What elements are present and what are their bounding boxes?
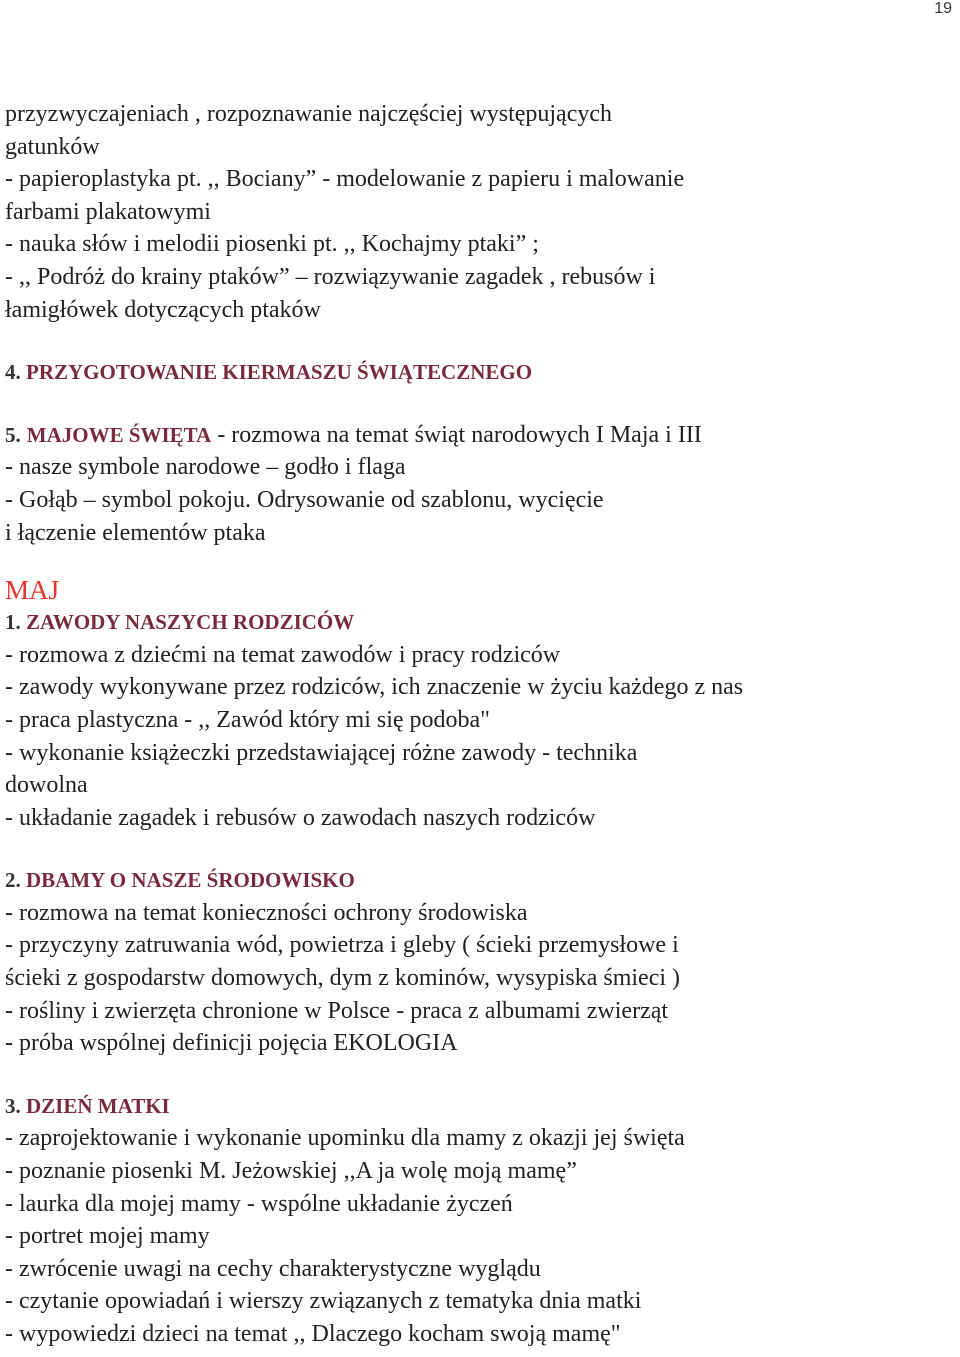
text-line: - laurka dla mojej mamy - wspólne układanie życzeń <box>5 1190 513 1217</box>
section-title: MAJOWE ŚWIĘTA <box>26 422 212 447</box>
section-heading <box>5 864 945 897</box>
section-heading <box>5 606 945 639</box>
section-number: 4. <box>5 360 21 385</box>
text-line: - papieroplastyka pt. ,, Bociany” - modelowanie z papieru i malowanie <box>5 166 685 193</box>
text-line: - rozmowa na temat konieczności ochrony środowiska <box>5 899 528 926</box>
text-line: dowolna <box>5 772 88 799</box>
section-number: 2. <box>5 868 21 893</box>
section-5-heading <box>5 419 945 452</box>
text-line: - zawody wykonywane przez rodziców, ich znaczenie w życiu każdego z nas <box>5 674 744 701</box>
text-line: - nauka słów i melodii piosenki pt. ,, Kochajmy ptaki” ; <box>5 231 539 258</box>
text-line: - wypowiedzi dzieci na temat ,, Dlaczego kocham swoją mamę" <box>5 1321 621 1347</box>
text-line: - wykonanie książeczki przedstawiającej różne zawody - technika <box>5 739 638 766</box>
section-title: DZIEŃ MATKI <box>26 1093 170 1118</box>
section-4-heading <box>5 356 945 389</box>
document-body <box>5 98 945 1351</box>
section-title: ZAWODY NASZYCH RODZICÓW <box>26 610 355 635</box>
text-line: - nasze symbole narodowe – godło i flaga <box>5 454 406 481</box>
text-line: - układanie zagadek i rebusów o zawodach naszych rodziców <box>5 804 596 831</box>
section-number: 3. <box>5 1093 21 1118</box>
section-title: DBAMY O NASZE ŚRODOWISKO <box>26 868 355 893</box>
section-title: PRZYGOTOWANIE KIERMASZU ŚWIĄTECZNEGO <box>26 360 533 385</box>
text-line: - próba wspólnej definicji pojęcia EKOLOGIA <box>5 1030 458 1057</box>
may-section-1 <box>5 606 945 834</box>
text-line: - czytanie opowiadań i wierszy związanych z tematyka dnia matki <box>5 1288 642 1315</box>
month-heading: MAJ <box>5 575 60 606</box>
intro-block <box>5 98 945 326</box>
text-line: - przyczyny zatruwania wód, powietrza i gleby ( ścieki przemysłowe i <box>5 932 679 959</box>
text-line: - Gołąb – symbol pokoju. Odrysowanie od szablonu, wycięcie <box>5 486 604 513</box>
text-line: farbami plakatowymi <box>5 198 211 225</box>
may-section-2 <box>5 864 945 1060</box>
text-line: - portret mojej mamy <box>5 1223 210 1250</box>
text-line: - ,, Podróż do krainy ptaków” – rozwiązywanie zagadek , rebusów i <box>5 263 656 290</box>
text-line: - rośliny i zwierzęta chronione w Polsce - praca z albumami zwierząt <box>5 997 669 1024</box>
text-line: - zaprojektowanie i wykonanie upominku dla mamy z okazji jej święta <box>5 1125 685 1152</box>
section-title-rest: - rozmowa na temat świąt narodowych I Maja i III <box>211 421 702 448</box>
text-line: ścieki z gospodarstw domowych, dym z kominów, wysypiska śmieci ) <box>5 965 681 992</box>
text-line: - poznanie piosenki M. Jeżowskiej ,,A ja wolę moją mamę” <box>5 1158 577 1185</box>
text-line: gatunków <box>5 133 100 160</box>
page-number: 19 <box>934 0 952 17</box>
may-section-3 <box>5 1090 945 1351</box>
text-line: - rozmowa z dziećmi na temat zawodów i pracy rodziców <box>5 641 561 668</box>
text-line: przyzwyczajeniach , rozpoznawanie najczęściej występujących <box>5 101 613 127</box>
section-5 <box>5 419 945 549</box>
section-number: 1. <box>5 610 21 635</box>
text-line: łamigłówek dotyczących ptaków <box>5 296 321 323</box>
section-heading <box>5 1090 945 1123</box>
text-line: i łączenie elementów ptaka <box>5 519 266 546</box>
text-line: - praca plastyczna - ,, Zawód który mi się podoba" <box>5 706 490 733</box>
text-line: - zwrócenie uwagi na cechy charakterystyczne wyglądu <box>5 1255 541 1282</box>
section-number: 5. <box>5 422 21 447</box>
